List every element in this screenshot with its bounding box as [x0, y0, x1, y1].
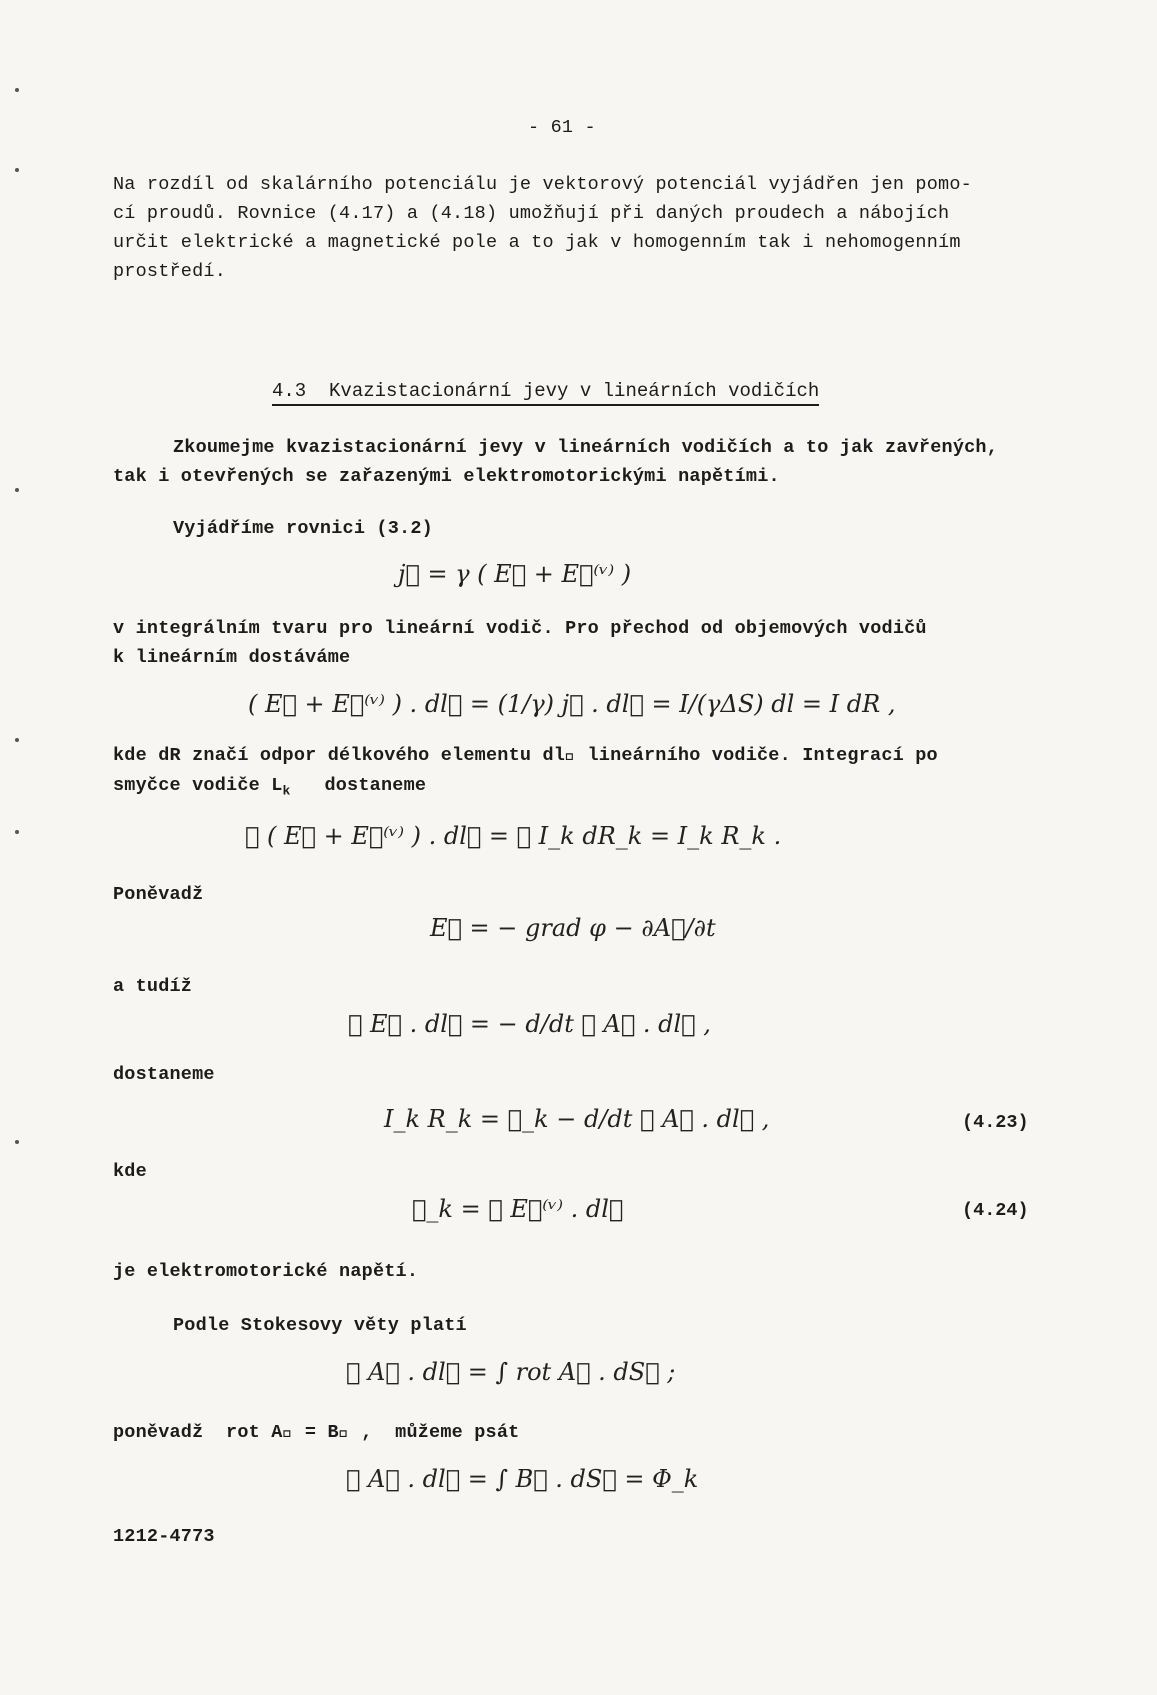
equation-field-potential: E⃗ = − grad φ − ∂A⃗/∂t: [430, 914, 716, 942]
equation-4-24: ℰ_k = ∮ E⃗⁽ᵛ⁾ . dl⃗: [412, 1195, 624, 1223]
equation-linear-conductor: ( E⃗ + E⃗⁽ᵛ⁾ ) . dl⃗ = (1/γ) j⃗ . dl⃗ = I/(γΔS) dl = I dR ,: [248, 690, 896, 718]
paragraph-1-line-1: Zkoumejme kvazistacionární jevy v lineárních vodičích a to jak zavřených,: [173, 437, 999, 458]
paragraph-emn: je elektromotorické napětí.: [113, 1261, 419, 1282]
scan-speck: [15, 830, 19, 834]
label-ponevadz: Poněvadž: [113, 884, 204, 905]
equation-circulation: ∮ E⃗ . dl⃗ = − d/dt ∮ A⃗ . dl⃗ ,: [348, 1010, 711, 1038]
paragraph-3-line-1: v integrálním tvaru pro lineární vodič. Pro přechod od objemových vodičů: [113, 618, 927, 639]
paragraph-4-line-2: [113, 771, 426, 807]
paragraph-4-text: smyčce vodiče L: [113, 775, 283, 796]
label-a-tudiz: a tudíž: [113, 976, 193, 997]
label-dostaneme: dostaneme: [113, 1064, 215, 1085]
paragraph-4-end: dostaneme: [324, 775, 427, 796]
scan-speck: [15, 88, 19, 92]
page-number: - 61 -: [528, 117, 596, 138]
equation-4-23: I_k R_k = ℰ_k − d/dt ∮ A⃗ . dl⃗ ,: [384, 1105, 770, 1133]
intro-line-2: cí proudů. Rovnice (4.17) a (4.18) umožňují při daných proudech a nábojích: [113, 203, 950, 224]
section-heading: 4.3 Kvazistacionární jevy v lineárních vodičích: [272, 380, 819, 406]
paragraph-3-line-2: k lineárním dostáváme: [113, 647, 351, 668]
paragraph-1-line-2: tak i otevřených se zařazenými elektromotorickými napětími.: [113, 466, 780, 487]
paragraph-2: Vyjádříme rovnici (3.2): [173, 518, 433, 539]
intro-line-3: určit elektrické a magnetické pole a to jak v homogenním tak i nehomogenním: [113, 232, 961, 253]
paragraph-ponevadz-rot: poněvadž rot A⃗ = B⃗ , můžeme psát: [113, 1422, 520, 1443]
label-kde: kde: [113, 1161, 147, 1182]
equation-number-4-23: (4.23): [962, 1112, 1029, 1133]
equation-number-4-24: (4.24): [962, 1200, 1029, 1221]
intro-line-1: Na rozdíl od skalárního potenciálu je vektorový potenciál vyjádřen jen pomo-: [113, 174, 972, 195]
equation-stokes: ∮ A⃗ . dl⃗ = ∫ rot A⃗ . dS⃗ ;: [346, 1358, 676, 1386]
scan-speck: [15, 738, 19, 742]
paragraph-4-spacer: [291, 775, 325, 796]
footer-code: 1212-4773: [113, 1526, 215, 1547]
scan-speck: [15, 488, 19, 492]
paragraph-4-line-1: kde dR značí odpor délkového elementu dl⃗ lineárního vodiče. Integrací po: [113, 745, 938, 766]
scan-speck: [15, 168, 19, 172]
loop-subscript: k: [282, 783, 291, 799]
equation-loop-integral: ∮ ( E⃗ + E⃗⁽ᵛ⁾ ) . dl⃗ = ∮ I_k dR_k = I_k R_k .: [245, 822, 782, 850]
scan-speck: [15, 1140, 19, 1144]
paragraph-stokes: Podle Stokesovy věty platí: [173, 1315, 467, 1336]
equation-ohm-law: j⃗ = γ ( E⃗ + E⃗⁽ᵛ⁾ ): [398, 560, 632, 588]
equation-magnetic-flux: ∮ A⃗ . dl⃗ = ∫ B⃗ . dS⃗ = Φ_k: [346, 1465, 699, 1493]
intro-line-4: prostředí.: [113, 261, 227, 282]
